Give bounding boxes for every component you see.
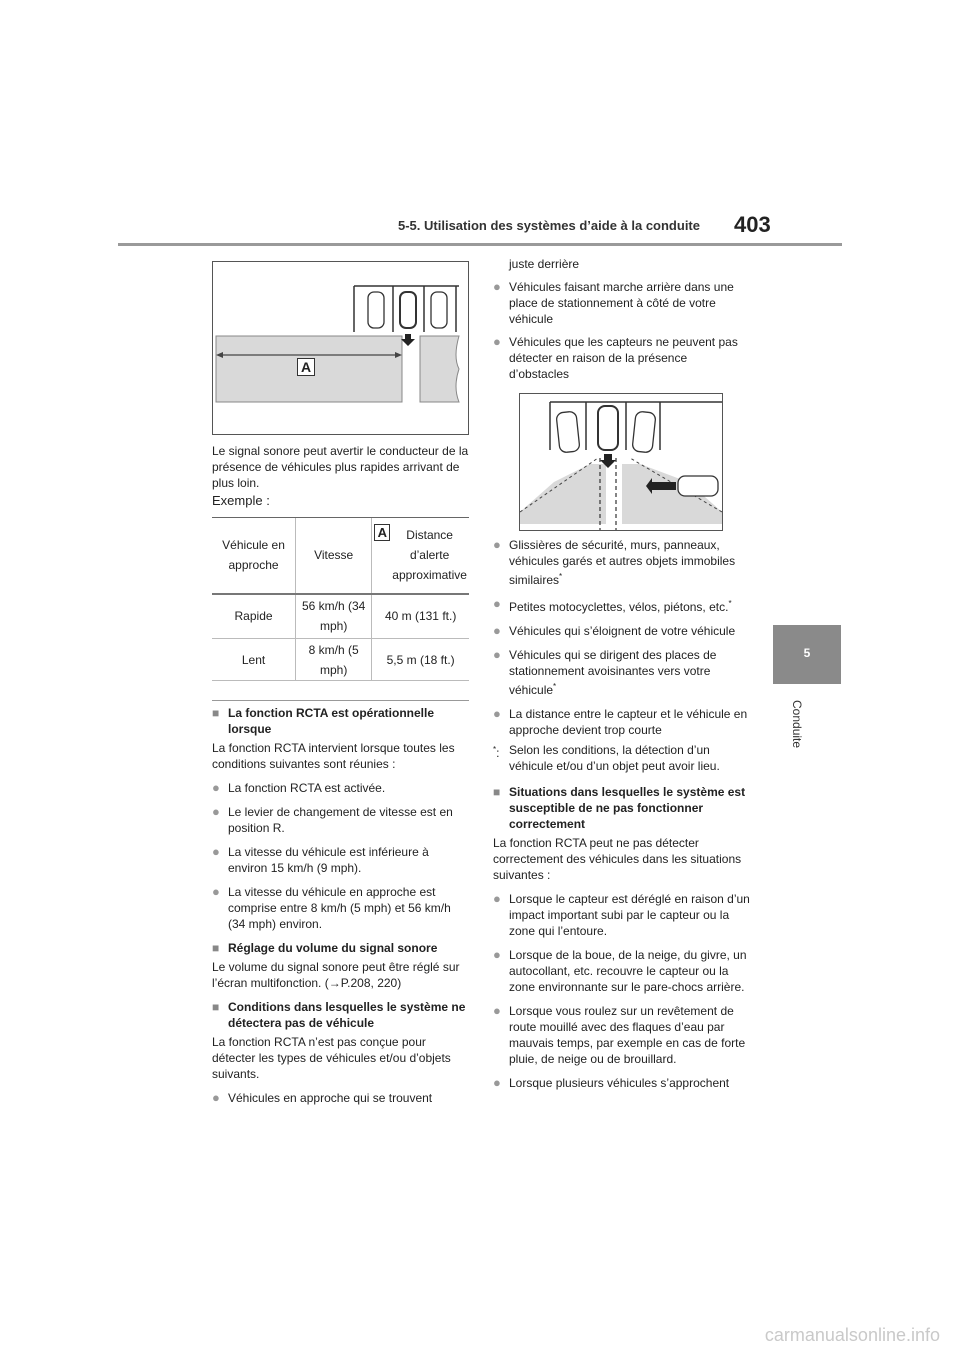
list-item-text: Lorsque plusieurs véhicules s’approchent	[509, 1076, 730, 1090]
list-item-text: Le levier de changement de vitesse est en position R.	[228, 805, 453, 835]
bullet-icon: ●	[493, 947, 501, 962]
body-paragraph: La fonction RCTA intervient lorsque toutes les conditions suivantes sont réunies :	[212, 741, 455, 771]
label-a-marker: A	[374, 524, 390, 541]
square-bullet-icon: ■	[212, 941, 220, 955]
bullet-icon: ●	[493, 623, 501, 638]
square-bullet-icon: ■	[212, 1000, 220, 1014]
list-item-text: Véhicules qui s’éloignent de votre véhicule	[509, 624, 736, 638]
table-row	[212, 639, 469, 681]
list-item	[212, 844, 469, 876]
list-item	[493, 537, 750, 588]
list-item-text: La fonction RCTA est activée.	[228, 781, 386, 795]
bullet-icon: ●	[212, 780, 220, 795]
bullet-icon: ●	[493, 1003, 501, 1018]
section-title-text: La fonction RCTA est opérationnelle lorsque	[228, 706, 435, 736]
table-cell: 56 km/h (34 mph)	[296, 594, 372, 639]
list-item	[493, 334, 750, 382]
section-heading: 5-5. Utilisation des systèmes d’aide à la conduite	[398, 218, 700, 233]
bullet-icon: ●	[493, 596, 501, 611]
bullet-icon: ●	[493, 537, 501, 552]
bullet-icon: ●	[212, 804, 220, 819]
chapter-label: Conduite	[790, 700, 804, 749]
list-item-text: La vitesse du véhicule est inférieure à environ 15 km/h (9 mph).	[228, 845, 429, 875]
intro-paragraph: Le signal sonore peut avertir le conducteur de la présence de véhicules plus rapides arrivant de plus loin.	[212, 444, 469, 490]
example-label: Exemple :	[212, 493, 270, 508]
right-column-lower	[493, 537, 750, 1091]
list-item-text: La vitesse du véhicule en approche est comprise entre 8 km/h (5 mph) et 56 km/h (34 mph) environ.	[228, 885, 451, 931]
list-item	[493, 1075, 750, 1091]
bullet-icon: ●	[493, 1075, 501, 1090]
section-title-text: Réglage du volume du signal sonore	[228, 941, 438, 955]
list-item-text: Lorsque de la boue, de la neige, du givre, un autocollant, etc. recouvre le capteur ou la zone environnante sur le pare-chocs arrière.	[509, 948, 747, 994]
section-title	[212, 999, 469, 1031]
footnote-marker: *	[553, 682, 557, 691]
body-paragraph: La fonction RCTA n’est pas conçue pour détecter les types de véhicules et/ou d’objets suivants.	[212, 1035, 451, 1081]
table-cell: 8 km/h (5 mph)	[296, 639, 372, 681]
figure-obstacle-view	[519, 393, 723, 531]
footnote-marker: *:	[493, 745, 500, 760]
footnote	[493, 742, 750, 774]
table-header-cell	[212, 518, 296, 594]
list-item	[493, 706, 750, 738]
footnote-marker: *	[728, 599, 732, 608]
list-item-text-content: Véhicules qui se dirigent des places de stationnement avoisinantes vers votre véhicule	[509, 648, 717, 697]
table-header-cell	[296, 518, 372, 594]
square-bullet-icon: ■	[212, 706, 220, 720]
table-cell: Rapide	[212, 594, 296, 639]
square-bullet-icon: ■	[493, 785, 501, 799]
section-title-text: Situations dans lesquelles le système est susceptible de ne pas fonctionner correctement	[509, 785, 746, 831]
section-title	[493, 784, 750, 832]
list-item-text	[509, 537, 750, 588]
bullet-icon: ●	[212, 884, 220, 899]
list-item-text: Véhicules en approche qui se trouvent	[228, 1091, 433, 1105]
label-a-marker: A	[297, 358, 315, 376]
bullet-icon: ●	[493, 279, 501, 294]
table-cell: Lent	[212, 639, 296, 681]
left-column	[212, 705, 469, 1106]
list-item	[212, 884, 469, 932]
footnote-marker: *	[559, 572, 563, 581]
list-item	[493, 947, 750, 995]
section-title	[212, 940, 469, 956]
table-row	[212, 594, 469, 639]
list-item	[493, 623, 750, 639]
section-title	[212, 705, 469, 737]
table-cell: 40 m (131 ft.)	[372, 594, 469, 639]
list-item-continuation: juste derrière	[509, 257, 580, 271]
list-item-text: La distance entre le capteur et le véhicule en approche devient trop courte	[509, 707, 748, 737]
speed-table-wrapper	[212, 517, 469, 681]
list-item	[493, 279, 750, 327]
bullet-icon: ●	[493, 647, 501, 662]
bullet-icon: ●	[212, 844, 220, 859]
table-header-text: Véhicule en approche	[222, 538, 285, 573]
list-item-text	[509, 596, 732, 615]
section-title-text: Conditions dans lesquelles le système ne détectera pas de véhicule	[228, 1000, 466, 1030]
list-item	[493, 647, 750, 698]
bullet-icon: ●	[493, 334, 501, 349]
table-header-text: Distance d’alerte approximative	[392, 528, 467, 583]
footnote-text: Selon les conditions, la détection d’un véhicule et/ou d’un objet peut avoir lieu.	[509, 743, 720, 773]
table-cell: 5,5 m (18 ft.)	[372, 639, 469, 681]
watermark: carmanualsonline.info	[764, 1325, 940, 1345]
list-item	[493, 891, 750, 939]
list-item-text-content: Glissières de sécurité, murs, panneaux, véhicules garés et autres objets immobiles similaires	[509, 538, 736, 587]
list-item-text-content: Petites motocyclettes, vélos, piétons, etc.	[509, 600, 729, 614]
list-item-text	[509, 647, 750, 698]
bullet-icon: ●	[212, 1090, 220, 1105]
list-item-text: Lorsque le capteur est déréglé en raison d’un impact important subi par le capteur ou la zone qui l’entoure.	[509, 892, 750, 938]
list-item-text: Lorsque vous roulez sur un revêtement de route mouillé avec des flaques d’eau par mauvais temps, par exemple en cas de forte pluie, de neige ou de brouillard.	[509, 1004, 746, 1066]
speed-table	[212, 517, 469, 681]
body-paragraph: Le volume du signal sonore peut être réglé sur l’écran multifonction. (→P.208, 220)	[212, 960, 460, 990]
chapter-tab: 5	[773, 625, 841, 684]
list-item-text: Véhicules que les capteurs ne peuvent pas détecter en raison de la présence d’obstacles	[509, 335, 738, 381]
list-item-text: Véhicules faisant marche arrière dans une place de stationnement à côté de votre véhicule	[509, 280, 734, 326]
section-divider	[212, 700, 469, 701]
list-item	[212, 780, 469, 796]
bullet-icon: ●	[493, 706, 501, 721]
body-paragraph: La fonction RCTA peut ne pas détecter correctement des véhicules dans les situations suivantes :	[493, 836, 742, 882]
list-item	[212, 804, 469, 836]
list-item	[493, 596, 750, 615]
table-header-cell	[372, 518, 469, 594]
list-item	[493, 1003, 750, 1067]
header-rule	[118, 243, 842, 246]
table-header-text: Vitesse	[314, 548, 354, 563]
page-number: 403	[734, 212, 771, 237]
list-item	[212, 1090, 469, 1106]
figure-approach-zone	[212, 261, 469, 435]
bullet-icon: ●	[493, 891, 501, 906]
right-column	[493, 256, 750, 382]
